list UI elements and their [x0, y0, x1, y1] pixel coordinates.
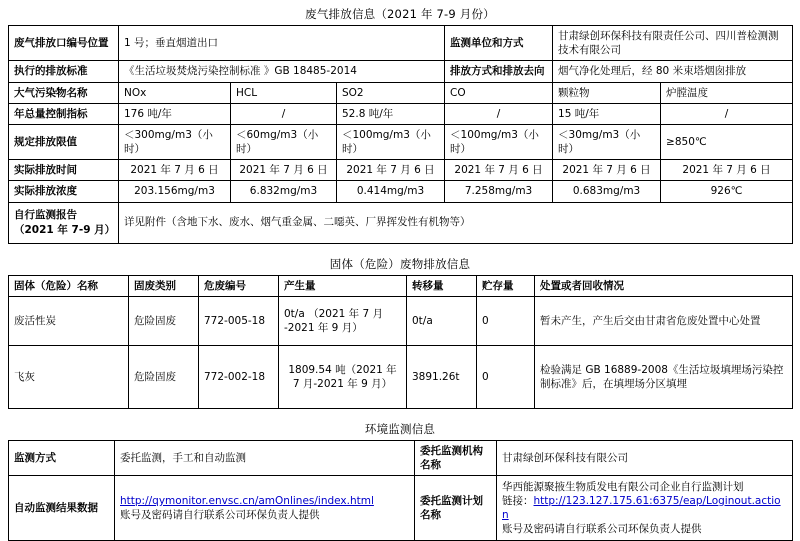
- pollutant-name: 颗粒物: [553, 82, 661, 103]
- air-emissions-table: [8, 25, 793, 244]
- table-row: [9, 103, 793, 124]
- waste-category: 危险固废: [129, 296, 199, 345]
- table-row: [9, 440, 793, 475]
- agency-value: 甘肃绿创环保科技有限公司: [497, 440, 793, 475]
- table-header-row: [9, 275, 793, 296]
- table-row: [9, 61, 793, 82]
- waste-transferred: 3891.26t: [407, 345, 477, 408]
- waste-stored: 0: [477, 345, 535, 408]
- concentration-label: 实际排放浓度: [9, 181, 119, 202]
- plan-link-row: [502, 494, 787, 522]
- pollutant-name: SO2: [337, 82, 445, 103]
- air-section-title: 废气排放信息（2021 年 7-9 月份）: [305, 7, 495, 21]
- monitor-method-value: 委托监测，手工和自动监测: [115, 440, 415, 475]
- table-row: [9, 476, 793, 541]
- self-report-label: 自行监测报告（2021 年 7-9 月）: [9, 202, 119, 243]
- time-value: 2021 年 7 月 6 日: [445, 160, 553, 181]
- agency-label: 委托监测机构名称: [415, 440, 497, 475]
- limit-value: ＜30mg/m3（小时）: [553, 124, 661, 159]
- column-header-transferred: 转移量: [407, 275, 477, 296]
- table-row: [9, 26, 793, 61]
- concentration-value: 203.156mg/m3: [119, 181, 231, 202]
- limit-value: ＜100mg/m3（小时）: [337, 124, 445, 159]
- table-row: [9, 124, 793, 159]
- annual-value: 15 吨/年: [553, 103, 661, 124]
- time-value: 2021 年 7 月 6 日: [553, 160, 661, 181]
- waste-name: 废活性炭: [9, 296, 129, 345]
- waste-produced: 1809.54 吨（2021 年 7 月-2021 年 9 月）: [279, 345, 407, 408]
- waste-category: 危险固废: [129, 345, 199, 408]
- auto-result-label: 自动监测结果数据: [9, 476, 115, 541]
- annual-value: /: [661, 103, 793, 124]
- outlet-value: 1 号；垂直烟道出口: [119, 26, 445, 61]
- column-header-stored: 贮存量: [477, 275, 535, 296]
- env-section-title: 环境监测信息: [364, 421, 436, 436]
- discharge-value: 烟气净化处理后，经 80 米束塔烟囱排放: [553, 61, 793, 82]
- solid-section-title: 固体（危险）废物排放信息: [329, 256, 471, 271]
- pollutant-label: 大气污染物名称: [9, 82, 119, 103]
- annual-value: 176 吨/年: [119, 103, 231, 124]
- time-label: 实际排放时间: [9, 160, 119, 181]
- standard-label: 执行的排放标准: [9, 61, 119, 82]
- concentration-value: 7.258mg/m3: [445, 181, 553, 202]
- limit-value: ＜60mg/m3（小时）: [231, 124, 337, 159]
- table-row: [9, 296, 793, 345]
- unit-value: 甘肃绿创环保科技有限责任公司、四川普检测测技术有限公司: [553, 26, 793, 61]
- waste-stored: 0: [477, 296, 535, 345]
- concentration-value: 0.683mg/m3: [553, 181, 661, 202]
- column-header-produced: 产生量: [279, 275, 407, 296]
- plan-note: 账号及密码请自行联系公司环保负责人提供: [502, 523, 702, 536]
- time-value: 2021 年 7 月 6 日: [119, 160, 231, 181]
- annual-value: /: [445, 103, 553, 124]
- waste-name: 飞灰: [9, 345, 129, 408]
- column-header-code: 危废编号: [199, 275, 279, 296]
- annual-value: 52.8 吨/年: [337, 103, 445, 124]
- outlet-label: 废气排放口编号位置: [9, 26, 119, 61]
- spacer: [8, 409, 792, 419]
- pollutant-name: NOx: [119, 82, 231, 103]
- concentration-value: 926℃: [661, 181, 793, 202]
- plan-link[interactable]: http://123.127.175.61:6375/eap/Loginout.action: [502, 494, 781, 522]
- monitor-method-label: 监测方式: [9, 440, 115, 475]
- pollutant-name: HCL: [231, 82, 337, 103]
- table-row: [9, 345, 793, 408]
- limit-value: ＜300mg/m3（小时）: [119, 124, 231, 159]
- column-header-category: 固废类别: [129, 275, 199, 296]
- limit-value: ＜100mg/m3（小时）: [445, 124, 553, 159]
- annual-label: 年总量控制指标: [9, 103, 119, 124]
- annual-value: /: [231, 103, 337, 124]
- solid-waste-table: [8, 275, 793, 409]
- waste-code: 772-002-18: [199, 345, 279, 408]
- concentration-value: 0.414mg/m3: [337, 181, 445, 202]
- column-header-disposal: 处置或者回收情况: [535, 275, 793, 296]
- column-header-name: 固体（危险）名称: [9, 275, 129, 296]
- spacer: [8, 244, 792, 254]
- auto-monitor-note: 账号及密码请自行联系公司环保负责人提供: [120, 509, 320, 522]
- time-value: 2021 年 7 月 6 日: [337, 160, 445, 181]
- plan-value: 华西能源聚掖生物质发电有限公司企业自行监测计划: [502, 480, 744, 493]
- plan-link-label: 链接：: [502, 494, 534, 507]
- waste-disposal: 暂未产生，产生后交由甘肃省危废处置中心处置: [535, 296, 793, 345]
- env-monitoring-table: [8, 440, 793, 541]
- table-row: [9, 82, 793, 103]
- discharge-label: 排放方式和排放去向: [445, 61, 553, 82]
- pollutant-name: 炉膛温度: [661, 82, 793, 103]
- table-row: [9, 202, 793, 243]
- pollutant-name: CO: [445, 82, 553, 103]
- self-report-value: 详见附件（含地下水、废水、烟气重金属、二噁英、厂界挥发性有机物等）: [119, 202, 793, 243]
- time-value: 2021 年 7 月 6 日: [231, 160, 337, 181]
- plan-label: 委托监测计划名称: [415, 476, 497, 541]
- waste-transferred: 0t/a: [407, 296, 477, 345]
- waste-disposal: 检验满足 GB 16889-2008《生活垃圾填埋场污染控制标准》后，在填埋场分区填埋: [535, 345, 793, 408]
- table-row: [9, 160, 793, 181]
- limit-value: ≥850℃: [661, 124, 793, 159]
- concentration-value: 6.832mg/m3: [231, 181, 337, 202]
- waste-produced: 0t/a （2021 年 7 月 -2021 年 9 月）: [279, 296, 407, 345]
- auto-result-value: [115, 476, 415, 541]
- standard-value: 《生活垃圾焚烧污染控制标准 》GB 18485-2014: [119, 61, 445, 82]
- auto-monitor-url[interactable]: http://qymonitor.envsc.cn/amOnlines/index.html: [120, 494, 374, 507]
- plan-value-cell: [497, 476, 793, 541]
- limit-label: 规定排放限值: [9, 124, 119, 159]
- unit-label: 监测单位和方式: [445, 26, 553, 61]
- time-value: 2021 年 7 月 6 日: [661, 160, 793, 181]
- table-row: [9, 181, 793, 202]
- waste-code: 772-005-18: [199, 296, 279, 345]
